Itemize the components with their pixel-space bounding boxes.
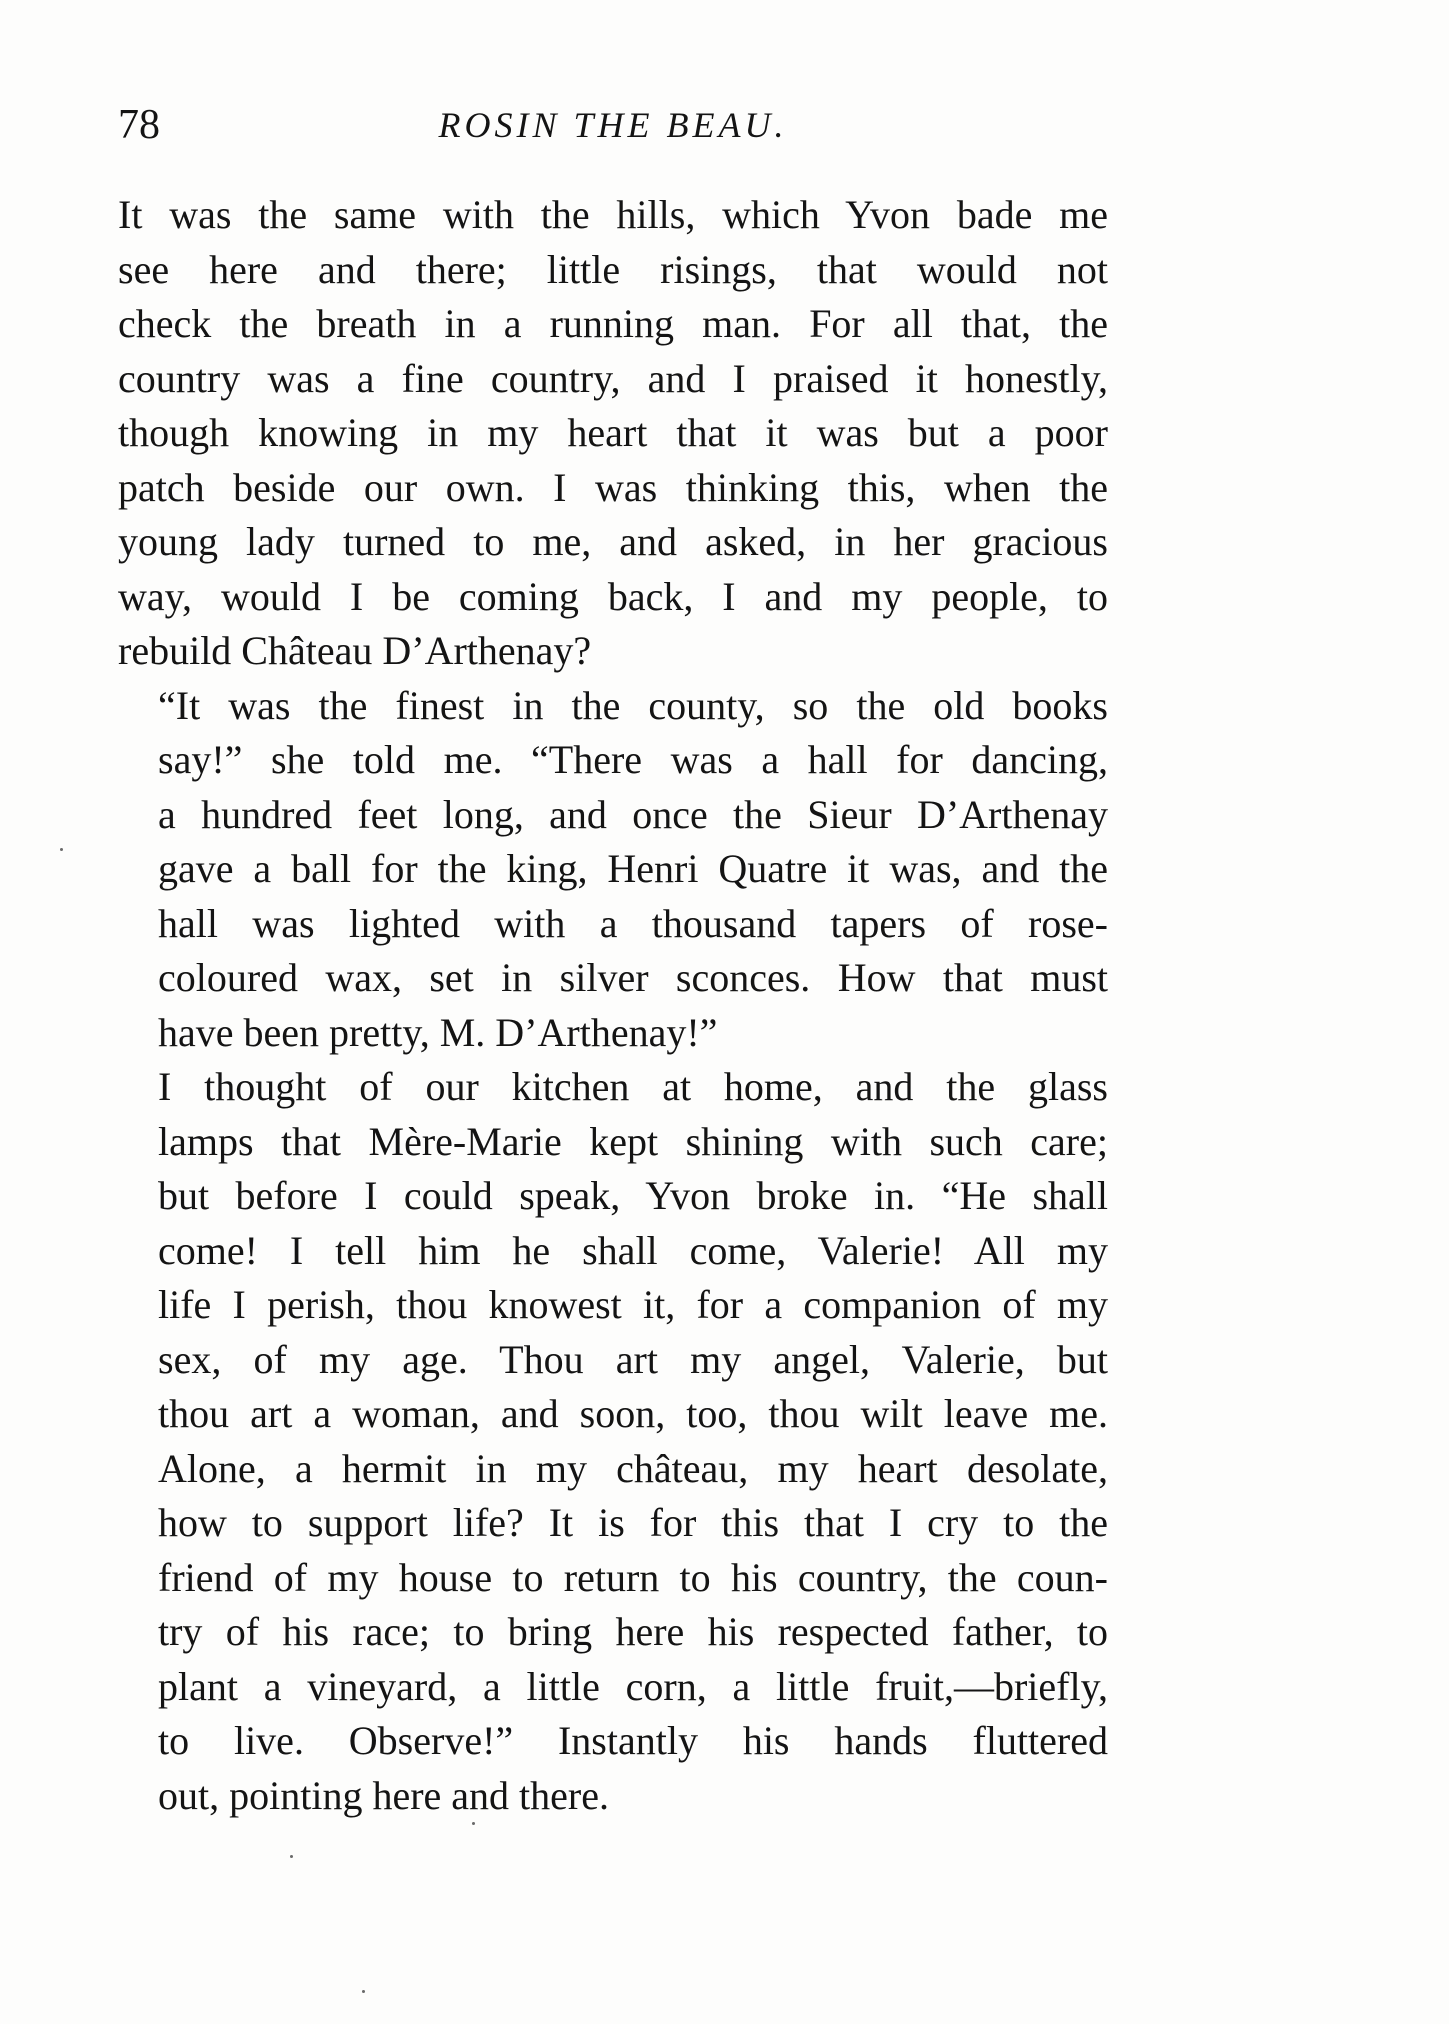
text-line: have been pretty, M. D’Arthenay!” — [158, 1009, 718, 1055]
text-line: say!” she told me. “There was a hall for dancing, — [158, 737, 1108, 782]
paragraph-1 — [118, 188, 1108, 679]
paragraph-2 — [118, 679, 1108, 1061]
paragraph-3 — [118, 1060, 1108, 1823]
text-line: a hundred feet long, and once the Sieur D’Arthenay — [158, 791, 1108, 837]
text-line: check the breath in a running man. For all that, the — [118, 301, 1108, 346]
text-line: patch beside our own. I was thinking this, when the — [118, 464, 1108, 510]
text-line: way, would I be coming back, I and my people, to — [118, 573, 1108, 619]
page-number: 78 — [118, 102, 160, 148]
text-line: rebuild Château D’Arthenay? — [118, 628, 592, 673]
text-line: out, pointing here and there. — [158, 1772, 609, 1818]
text-line: try of his race; to bring here his respected father, to — [158, 1609, 1108, 1654]
paper-speck — [60, 848, 63, 851]
text-line: coloured wax, set in silver sconces. How that must — [158, 955, 1108, 1000]
running-title: ROSIN THE BEAU. — [438, 105, 788, 145]
text-line: though knowing in my heart that it was but a poor — [118, 410, 1108, 455]
text-line: young lady turned to me, and asked, in her gracious — [118, 519, 1108, 564]
text-line: “It was the finest in the county, so the old books — [158, 682, 1108, 728]
text-line: It was the same with the hills, which Yvon bade me — [118, 192, 1108, 237]
paper-speck — [362, 1990, 365, 1993]
text-line: come! I tell him he shall come, Valerie! All my — [158, 1227, 1108, 1273]
text-line: lamps that Mère-Marie kept shining with such care; — [158, 1118, 1108, 1164]
text-line: to live. Observe!” Instantly his hands fluttered — [158, 1718, 1108, 1763]
text-line: thou art a woman, and soon, too, thou wilt leave me. — [158, 1391, 1108, 1436]
text-line: plant a vineyard, a little corn, a little fruit,—briefly, — [158, 1663, 1108, 1709]
text-line: I thought of our kitchen at home, and the glass — [158, 1064, 1108, 1109]
text-line: friend of my house to return to his country, the coun- — [158, 1554, 1108, 1600]
text-line: how to support life? It is for this that I cry to the — [158, 1500, 1108, 1545]
text-line: Alone, a hermit in my château, my heart desolate, — [158, 1445, 1108, 1491]
paper-speck — [290, 1855, 293, 1858]
text-line: sex, of my age. Thou art my angel, Valerie, but — [158, 1336, 1108, 1382]
body-text — [118, 188, 1108, 1823]
running-head — [118, 95, 1108, 155]
text-line: gave a ball for the king, Henri Quatre it was, and the — [158, 846, 1108, 891]
text-line: country was a fine country, and I praised it honestly, — [118, 355, 1108, 401]
paper-speck — [472, 1822, 475, 1825]
text-line: but before I could speak, Yvon broke in. “He shall — [158, 1173, 1108, 1218]
text-line: see here and there; little risings, that would not — [118, 246, 1108, 292]
text-line: life I perish, thou knowest it, for a companion of my — [158, 1282, 1108, 1327]
text-line: hall was lighted with a thousand tapers of rose- — [158, 900, 1108, 946]
